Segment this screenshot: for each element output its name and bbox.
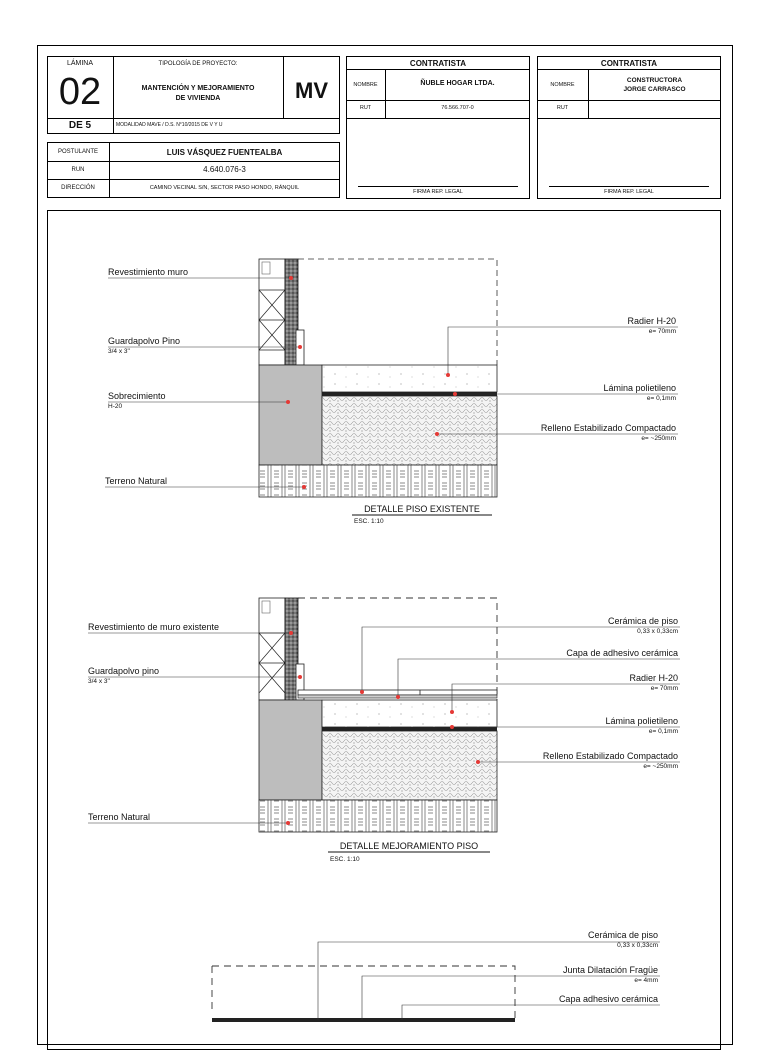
d2-terreno-label: Terreno Natural [88, 812, 151, 822]
d2-adhesivo-label: Capa de adhesivo cerámica [566, 648, 678, 658]
d1-lamina-sub: e= 0,1mm [646, 395, 676, 402]
project-code: MV [295, 78, 328, 103]
c2-header: CONTRATISTA [600, 59, 658, 68]
c2-rut-label: RUT [556, 105, 569, 111]
d2-radier-label: Radier H-20 [629, 673, 678, 683]
detail-3-partial [212, 942, 660, 1022]
d1-radier-label: Radier H-20 [627, 316, 676, 326]
typology-line2: DE VIVIENDA [175, 95, 221, 102]
d2-ceramica-label: Cerámica de piso [607, 616, 678, 626]
d2-ceramica-sub: 0,33 x 0,33cm [637, 628, 678, 635]
typology-line1: MANTENCIÓN Y MEJORAMIENTO [141, 85, 255, 92]
d2-relleno-label: Relleno Estabilizado Compactado [542, 751, 678, 761]
d1-relleno-sub: e= ~250mm [641, 435, 676, 442]
lamina-number: 02 [58, 71, 102, 113]
d2-revestimiento-label: Revestimiento de muro existente [88, 622, 220, 632]
d1-guardapolvo-label: Guardapolvo Pino [108, 336, 181, 346]
d2-title: DETALLE MEJORAMIENTO PISO [339, 841, 479, 851]
typology-label: TIPOLOGÍA DE PROYECTO: [158, 61, 238, 67]
c2-nombre-line1: CONSTRUCTORA [626, 77, 683, 84]
d3-ceramica-label: Cerámica de piso [587, 930, 658, 940]
c1-rut-value: 76.566.707-0 [441, 105, 474, 111]
d1-revestimiento-label: Revestimiento muro [108, 267, 189, 277]
modality-text: MODALIDAD MAVE / D.S. N°10/2015 DE V Y U [116, 122, 223, 128]
d3-junta-sub: e= 4mm [634, 977, 658, 984]
d2-guardapolvo-label: Guardapolvo pino [88, 666, 160, 676]
d2-guardapolvo-sub: 3/4 x 3" [88, 678, 110, 685]
d2-scale: ESC. 1:10 [330, 856, 360, 863]
c1-rut-label: RUT [359, 105, 372, 111]
d3-adhesivo-label: Capa adhesivo cerámica [558, 994, 658, 1004]
d2-lamina-sub: e= 0,1mm [648, 728, 678, 735]
d1-sobrecimiento-sub: H-20 [108, 403, 123, 410]
direccion-value: CAMINO VECINAL S/N, SECTOR PASO HONDO, RÁNQUIL [149, 185, 300, 191]
c1-header: CONTRATISTA [409, 59, 467, 68]
postulante-label: POSTULANTE [57, 149, 98, 155]
d1-radier-sub: e= 70mm [648, 328, 676, 335]
d1-scale: ESC. 1:10 [354, 518, 384, 525]
c2-nombre-label: NOMBRE [550, 82, 575, 88]
d1-sobrecimiento-label: Sobrecimiento [108, 391, 166, 401]
d2-relleno-sub: e= ~250mm [643, 763, 678, 770]
d3-ceramica-sub: 0,33 x 0,33cm [617, 942, 658, 949]
d1-guardapolvo-sub: 3/4 x 3" [108, 348, 130, 355]
detail-piso-existente [105, 259, 678, 515]
postulante-value: LUIS VÁSQUEZ FUENTEALBA [166, 148, 283, 157]
d1-relleno-label: Relleno Estabilizado Compactado [540, 423, 676, 433]
d2-lamina-label: Lámina polietileno [605, 716, 678, 726]
detail-mejoramiento-piso [88, 598, 680, 852]
c2-nombre-line2: JORGE CARRASCO [623, 86, 686, 93]
run-label: RUN [71, 167, 85, 173]
lamina-total: DE 5 [68, 120, 92, 131]
c1-nombre-label: NOMBRE [353, 82, 378, 88]
d1-title: DETALLE PISO EXISTENTE [364, 504, 480, 514]
c2-firma: FIRMA REP. LEGAL [604, 189, 654, 195]
c1-nombre-value: ÑUBLE HOGAR LTDA. [420, 80, 495, 87]
direccion-label: DIRECCIÓN [61, 185, 95, 191]
d1-lamina-label: Lámina polietileno [603, 383, 676, 393]
d2-radier-sub: e= 70mm [650, 685, 678, 692]
lamina-label: LÁMINA [66, 60, 94, 67]
d1-terreno-label: Terreno Natural [105, 476, 168, 486]
c1-firma: FIRMA REP. LEGAL [413, 189, 463, 195]
run-value: 4.640.076-3 [203, 165, 246, 174]
d3-junta-label: Junta Dilatación Fragüe [562, 965, 658, 975]
